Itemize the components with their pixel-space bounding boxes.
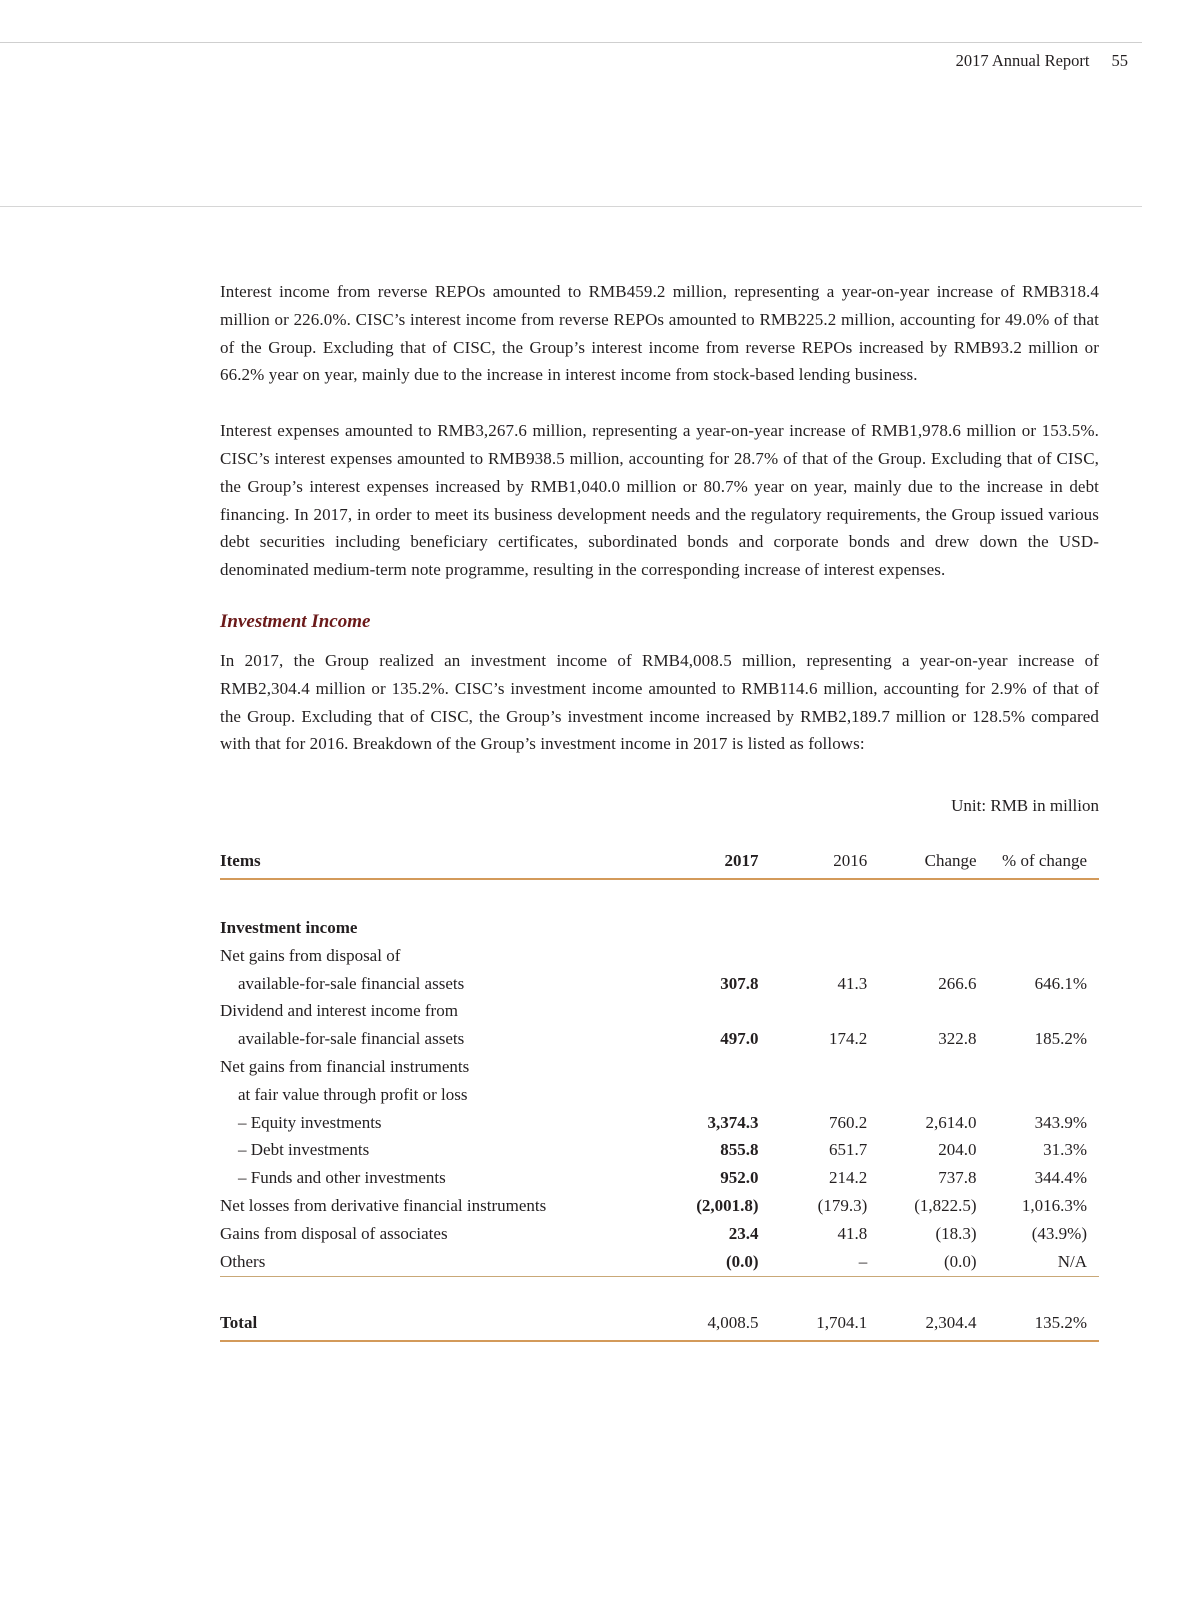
row-label: – Equity investments bbox=[238, 1112, 382, 1132]
value-change bbox=[867, 1053, 976, 1081]
total-row bbox=[220, 1309, 1099, 1341]
value-pct-change: 1,016.3% bbox=[1021, 1195, 1087, 1215]
total-pct-change: 135.2% bbox=[977, 1309, 1099, 1341]
value-pct-change: 343.9% bbox=[1034, 1112, 1087, 1132]
section-rule bbox=[0, 206, 1142, 207]
table-row bbox=[220, 1136, 1099, 1164]
table-row bbox=[220, 970, 1099, 998]
running-header bbox=[956, 51, 1128, 71]
value-2017 bbox=[678, 942, 759, 970]
value-2017: 23.4 bbox=[728, 1223, 759, 1243]
table-row bbox=[220, 1192, 1099, 1220]
value-2016: (179.3) bbox=[817, 1195, 868, 1215]
value-2017: 855.8 bbox=[720, 1140, 759, 1160]
table-row bbox=[220, 997, 1099, 1025]
value-2017: (0.0) bbox=[678, 1248, 759, 1277]
spacer-row bbox=[220, 879, 1099, 914]
value-2016: 41.8 bbox=[837, 1223, 868, 1243]
table-row bbox=[220, 1164, 1099, 1192]
group-label: Investment income bbox=[220, 917, 358, 937]
section-heading: Investment Income bbox=[220, 610, 371, 632]
table-row bbox=[220, 1220, 1099, 1248]
value-change bbox=[867, 942, 976, 970]
row-label: available-for-sale financial assets bbox=[238, 973, 465, 993]
row-label: Dividend and interest income from bbox=[220, 1001, 458, 1021]
value-2016: 214.2 bbox=[828, 1168, 868, 1188]
value-change bbox=[867, 997, 976, 1025]
value-change: 737.8 bbox=[938, 1168, 977, 1188]
table-row bbox=[220, 942, 1099, 970]
page-number: 55 bbox=[1111, 51, 1128, 70]
value-2016: 760.2 bbox=[828, 1112, 868, 1132]
value-change: 322.8 bbox=[938, 1029, 977, 1049]
row-label: Others bbox=[220, 1248, 678, 1277]
total-2016: 1,704.1 bbox=[759, 1309, 868, 1341]
paragraph-reverse-repos: Interest income from reverse REPOs amounted to RMB459.2 million, representing a year-on-year increase of RMB318.4 million or 226.0%. CISC’s interest income from reverse REPOs amounted to RMB225.2 million, accounting for 49.0% of that of the Group. Excluding that of CISC, the Group’s interest income from reverse REPOs increased by RMB93.2 million or 66.2% year on year, mainly due to the increase in interest income from stock-based lending business. bbox=[220, 282, 1099, 385]
value-pct-change: 185.2% bbox=[1034, 1029, 1087, 1049]
table-header-row bbox=[220, 847, 1099, 879]
table-row bbox=[220, 1025, 1099, 1053]
value-2017: 3,374.3 bbox=[707, 1112, 759, 1132]
table-row bbox=[220, 1248, 1099, 1277]
spacer-row bbox=[220, 1277, 1099, 1310]
page-content bbox=[220, 278, 1099, 1342]
total-label: Total bbox=[220, 1309, 678, 1341]
table-row bbox=[220, 1081, 1099, 1109]
col-header-change: Change bbox=[867, 847, 976, 879]
value-pct-change bbox=[977, 997, 1099, 1025]
paragraph-interest-expenses: Interest expenses amounted to RMB3,267.6 million, representing a year-on-year increase of RMB1,978.6 million or 153.5%. CISC’s interest expenses amounted to RMB938.5 million, accounting for 28.7% of that of the Group. Excluding that of CISC, the Group’s interest expenses increased by RMB1,040.0 million or 80.7% year on year, mainly due to the increase in debt financing. In 2017, in order to meet its business development needs and the regulatory requirements, the Group issued various debt securities including beneficiary certificates, subordinated bonds and corporate bonds and drew down the USD-denominated medium-term note programme, resulting in the corresponding increase of interest expenses. bbox=[220, 421, 1099, 580]
col-header-2016: 2016 bbox=[759, 847, 868, 879]
value-pct-change: 31.3% bbox=[1043, 1140, 1087, 1160]
row-label: Gains from disposal of associates bbox=[220, 1223, 448, 1243]
report-title: 2017 Annual Report bbox=[955, 51, 1090, 70]
value-change bbox=[867, 1081, 976, 1109]
value-2016: – bbox=[759, 1248, 868, 1277]
value-2016: 651.7 bbox=[828, 1140, 868, 1160]
value-change: 2,614.0 bbox=[925, 1112, 977, 1132]
value-change: (0.0) bbox=[867, 1248, 976, 1277]
value-2016 bbox=[759, 1081, 868, 1109]
row-label: Net losses from derivative financial instruments bbox=[220, 1195, 547, 1215]
value-2017: 307.8 bbox=[720, 973, 759, 993]
value-2017: 497.0 bbox=[720, 1029, 759, 1049]
value-pct-change: 646.1% bbox=[1034, 973, 1087, 993]
value-2017 bbox=[678, 997, 759, 1025]
group-row bbox=[220, 914, 1099, 942]
header-rule bbox=[0, 42, 1142, 43]
value-2016: 41.3 bbox=[837, 973, 868, 993]
paragraph-investment-income: In 2017, the Group realized an investment income of RMB4,008.5 million, representing a year-on-year increase of RMB2,304.4 million or 135.2%. CISC’s investment income amounted to RMB114.6 million, accounting for 2.9% of that of the Group. Excluding that of CISC, the Group’s investment income increased by RMB2,189.7 million or 128.5% compared with that for 2016. Breakdown of the Group’s investment income in 2017 is listed as follows: bbox=[220, 650, 1099, 754]
table-row bbox=[220, 1053, 1099, 1081]
value-change: (1,822.5) bbox=[914, 1195, 977, 1215]
value-2016 bbox=[759, 942, 868, 970]
value-2016: 174.2 bbox=[828, 1029, 868, 1049]
value-2017: 952.0 bbox=[720, 1168, 759, 1188]
row-label: Net gains from disposal of bbox=[220, 945, 401, 965]
value-2017 bbox=[678, 1081, 759, 1109]
table-row bbox=[220, 1109, 1099, 1137]
row-label: Net gains from financial instruments bbox=[220, 1056, 470, 1076]
total-2017: 4,008.5 bbox=[678, 1309, 759, 1341]
value-change: 204.0 bbox=[938, 1140, 977, 1160]
row-label: – Funds and other investments bbox=[238, 1168, 446, 1188]
row-label: at fair value through profit or loss bbox=[238, 1084, 468, 1104]
value-pct-change: N/A bbox=[977, 1248, 1099, 1277]
value-pct-change bbox=[977, 1053, 1099, 1081]
value-change: 266.6 bbox=[938, 973, 977, 993]
value-pct-change: (43.9%) bbox=[1031, 1223, 1087, 1243]
row-label: – Debt investments bbox=[238, 1140, 370, 1160]
value-pct-change bbox=[977, 942, 1099, 970]
value-change: (18.3) bbox=[935, 1223, 977, 1243]
value-2016 bbox=[759, 997, 868, 1025]
investment-income-table bbox=[220, 847, 1099, 1342]
value-2017 bbox=[678, 1053, 759, 1081]
value-2016 bbox=[759, 1053, 868, 1081]
table-unit-note: Unit: RMB in million bbox=[951, 796, 1099, 816]
col-header-items: Items bbox=[220, 847, 678, 879]
col-header-pct-change: % of change bbox=[977, 847, 1099, 879]
value-pct-change bbox=[977, 1081, 1099, 1109]
value-2017: (2,001.8) bbox=[696, 1195, 759, 1215]
total-change: 2,304.4 bbox=[867, 1309, 976, 1341]
row-label: available-for-sale financial assets bbox=[238, 1029, 465, 1049]
col-header-2017: 2017 bbox=[678, 847, 759, 879]
value-pct-change: 344.4% bbox=[1034, 1168, 1087, 1188]
